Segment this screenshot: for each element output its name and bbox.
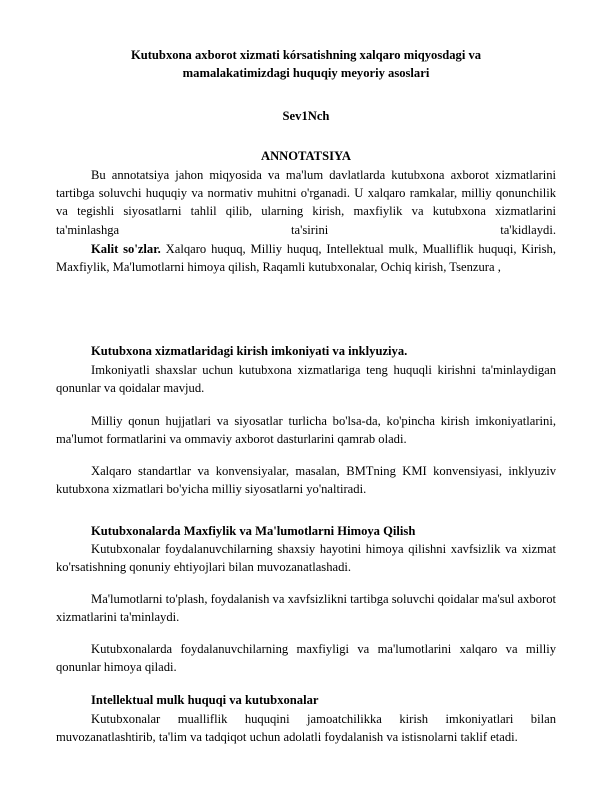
abstract-heading: ANNOTATSIYA <box>260 149 352 163</box>
abstract-paragraph: Bu annotatsiya jahon miqyosida va ma'lum davlatlarda kutubxona axborot xizmatlarini tartibga soluvchi huquqiy va normativ muhitni o'rganadi. U xalqaro ramkalar, milliy qonunchilik va tegishli siyosatlarni tahlil qilib, ularning kirish, maxfiylik va kutubxona xizmatlarini ta'minlashga ta'sirini ta'kidlaydi. <box>56 168 556 237</box>
keywords-text: Xalqaro huquq, Milliy huquq, Intellektual mulk, Mualliflik huquqi, Kirish, Maxfiylik, Ma'lumotlarni himoya qilish, Raqamli kutubxonalar, Ochiq kirish, Tsenzura , <box>56 242 556 275</box>
author-name: Sev1Nch <box>282 109 330 123</box>
title-line-1: Kutubxona axborot xizmati kórsatishning xalqaro miqyosdagi va <box>130 48 482 62</box>
document-title <box>56 47 556 82</box>
section-2-paragraph-1: Kutubxonalar foydalanuvchilarning shaxsiy hayotini himoya qilishni xavfsizlik va xizmat ko'rsatishning qonuniy ehtiyojlari bilan muvozanatlashadi. <box>56 542 556 575</box>
title-line-2: mamalakatimizdagi huquqiy meyoriy asoslari <box>182 65 430 80</box>
keywords-label: Kalit so'zlar. <box>91 242 161 256</box>
section-1-paragraph-2: Milliy qonun hujjatlari va siyosatlar turlicha bo'lsa-da, ko'pincha kirish imkoniyatlarini, ma'lumot formatlarini va ommaviy axborot dasturlarini qamrab oladi. <box>56 414 556 447</box>
section-1-paragraph-3: Xalqaro standartlar va konvensiyalar, masalan, BMTning KMI konvensiyasi, inklyuziv kutubxona xizmatlari bo'yicha milliy siyosatlarni yo'naltiradi. <box>56 464 556 497</box>
section-2-paragraph-2: Ma'lumotlarni to'plash, foydalanish va xavfsizlikni tartibga soluvchi qoidalar ma'sul axborot xizmatlarini ta'minlaydi. <box>56 592 556 625</box>
keywords-paragraph <box>56 240 556 276</box>
section-1-paragraph-1: Imkoniyatli shaxslar uchun kutubxona xizmatlariga teng huquqli kirishni ta'minlaydigan qonunlar va qoidalar mavjud. <box>56 363 556 396</box>
section-3-paragraph-1: Kutubxonalar mualliflik huquqini jamoatchilikka kirish imkoniyatlari bilan muvozanatlashtirib, ta'lim va tadqiqot uchun adolatli foydalanish va istisnolarni taklif etadi. <box>56 712 556 745</box>
section-2-paragraph-3: Kutubxonalarda foydalanuvchilarning maxfiyligi va ma'lumotlarini xalqaro va milliy qonunlar himoya qiladi. <box>56 642 556 675</box>
section-heading-intellectual-property: Intellektual mulk huquqi va kutubxonalar <box>91 693 319 707</box>
section-heading-privacy: Kutubxonalarda Maxfiylik va Ma'lumotlarni Himoya Qilish <box>91 524 416 538</box>
section-heading-accessibility: Kutubxona xizmatlaridagi kirish imkoniyati va inklyuziya. <box>91 344 408 358</box>
